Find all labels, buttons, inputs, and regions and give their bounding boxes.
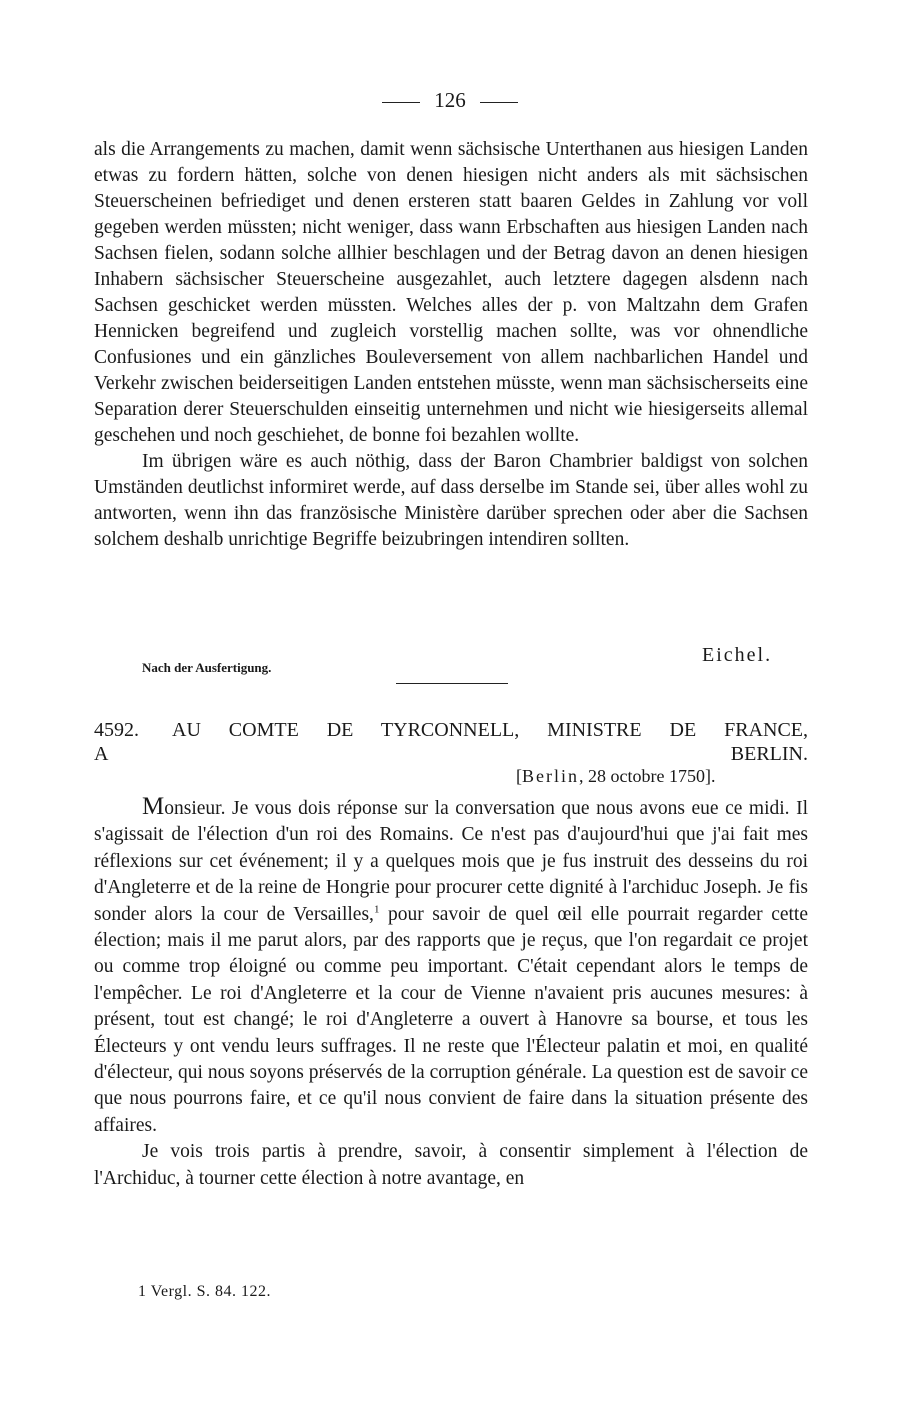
- footnote-reference: 1: [373, 903, 380, 916]
- page-number-rule-left: [382, 102, 420, 103]
- salutation-initial: M: [142, 793, 165, 820]
- section1-paragraph-1: als die Arrangements zu machen, damit wenn sächsische Unterthanen aus hiesigen Landen etwas zu fordern hätten, solche von denen hiesigen nicht anders als mit sächsischen Steuerscheinen befriediget und denen ersteren statt baaren Geldes in Zahlung vor voll gegeben werden müssten; nicht weniger, dass wann Erbschaften aus hiesigen Landen nach Sachsen fielen, sodann solche allhier beschlagen und der Betrag davon an denen hiesigen Inhabern sächsischer Steuerscheine ausgezahlet, auch letztere dagegen alsdenn nach Sachsen geschicket werden müssten. Welches alles der p. von Maltzahn dem Grafen Hennicken begreifend und zugleich vorstellig machen sollte, was vor ohnendliche Confusiones und ein gänzliches Bouleversement von allem nachbarlichen Handel und Verkehr zwischen beiderseitigen Landen entstehen müsste, wenn man sächsischerseits eine Separation derer Steuerschulden einseitig unternehmen und nicht wie hiesigerseits allemal geschehen und noch geschiehet, de bonne foi bezahlen wollte.: [94, 139, 808, 446]
- document-heading: [94, 718, 808, 766]
- section1-paragraph-2: Im übrigen wäre es auch nöthig, dass der Baron Chambrier baldigst von solchen Umständen deutlichst informiret werde, auf dass derselbe im Stande sei, über alles wohl zu antworten, wenn ihn das französische Ministère darüber sprechen oder aber die Sachsen solchem deshalb unrichtige Begriffe beizubringen intendiren sollten.: [94, 451, 808, 550]
- letter-paragraph-1-part-2: pour savoir de quel œil elle pourrait regarder cette élection; mais il me parut alors, par des rapports que je reçus, que l'on regardait ce projet ou comme trop éloigné ou comme peu important. C'était cependant alors le temps de l'empêcher. Le roi d'Angleterre et la cour de Vienne n'avaient pris aucunes mesures: à présent, tout est changé; le roi d'Angleterre a ouvert à Hanovre sa bourse, et tous les Électeurs y ont vendu leurs suffrages. Il ne reste que l'Électeur palatin et moi, en qualité d'électeur, qui nous soyons préservés de la corruption générale. La question est de savoir ce que nous pourrons faire, et ce qu'il nous convient de faire dans la situation présente des affaires.: [94, 903, 808, 1136]
- letter-paragraph-1-part-1: Je vous dois réponse sur la conversation que nous avons eue ce midi. Il s'agissait de l'élection d'un roi des Romains. Ce n'est pas d'aujourd'hui que j'ai fait mes réflexions sur cet événement; il y a quelques mois que je fus instruit des desseins du roi d'Angleterre et de la reine de Hongrie pour procurer cette dignité à l'archiduc Joseph. Je fis sonder alors la cour de Versailles,: [94, 798, 808, 925]
- document-number: 4592.: [94, 719, 139, 741]
- page-number: [0, 88, 900, 112]
- dateline-place: Berlin: [522, 766, 579, 786]
- document-title-line-2: A BERLIN.: [94, 743, 808, 765]
- page-number-text: 126: [434, 88, 466, 112]
- page-number-rule-right: [480, 102, 518, 103]
- document-title-line-1: AU COMTE DE TYRCONNELL, MINISTRE DE FRANCE,: [172, 719, 808, 741]
- section1-body: [94, 137, 808, 553]
- letter-paragraph-1: [94, 794, 808, 1139]
- letter-body: [94, 794, 808, 1192]
- signature: Eichel.: [702, 644, 773, 666]
- source-note: Nach der Ausfertigung.: [142, 660, 272, 675]
- footnote: 1 Vergl. S. 84. 122.: [138, 1283, 271, 1300]
- letter-paragraph-2: Je vois trois partis à prendre, savoir, à consentir simplement à l'élection de l'Archiduc, à tourner cette élection à notre avantage, en: [94, 1141, 808, 1189]
- dateline: [516, 766, 715, 787]
- section-divider: [396, 683, 508, 684]
- dateline-date: , 28 octobre 1750].: [579, 766, 716, 786]
- salutation-rest: onsieur.: [164, 798, 226, 819]
- dateline-open: [: [516, 766, 522, 786]
